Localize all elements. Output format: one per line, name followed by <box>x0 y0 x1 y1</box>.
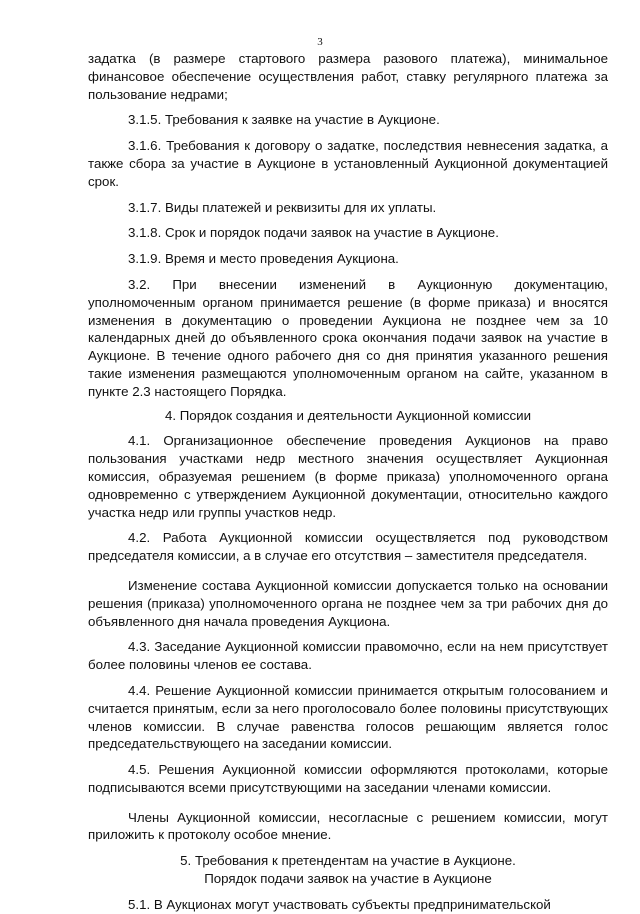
paragraph-4-3: 4.3. Заседание Аукционной комиссии правомочно, если на нем присутствует более половины членов ее состава. <box>88 639 608 673</box>
paragraph-4-2: 4.2. Работа Аукционной комиссии осуществляется под руководством председателя комиссии, а в случае его отсутствия – заместителя председателя. <box>88 530 608 564</box>
paragraph-3-1-9: 3.1.9. Время и место проведения Аукциона. <box>128 251 399 267</box>
section-heading-5-line-1: 5. Требования к претендентам на участие в Аукционе. <box>180 853 516 869</box>
paragraph-4-4: 4.4. Решение Аукционной комиссии принимается открытым голосованием и считается принятым, если за него проголосовало более половины присутствующих членов комиссии. В случае равенства голосов решающим является голос председательствующего на заседании комиссии. <box>88 682 608 752</box>
paragraph-3-1-8: 3.1.8. Срок и порядок подачи заявок на участие в Аукционе. <box>128 225 499 241</box>
paragraph-4-5: 4.5. Решения Аукционной комиссии оформляются протоколами, которые подписываются всеми присутствующими на заседании членами комиссии. <box>88 762 608 795</box>
paragraph-3-1-6: 3.1.6. Требования к договору о задатке, последствия невнесения задатка, а также сбора за участие в Аукционе в установленный Аукционной документацией срок. <box>88 138 608 189</box>
paragraph-5-1: 5.1. В Аукционах могут участвовать субъекты предпринимательской <box>128 896 551 912</box>
paragraph-4-1: 4.1. Организационное обеспечение проведения Аукционов на право пользования участками недр местного значения осуществляет Аукционная комиссия, образуемая решением (в форме приказа) уполномоченного органа одновременно с утверждением Аукционной документации, относительно каждого участка недр или группы участков недр. <box>88 433 608 520</box>
paragraph-3-1-5: 3.1.5. Требования к заявке на участие в Аукционе. <box>128 112 440 128</box>
paragraph-3-1-7: 3.1.7. Виды платежей и реквизиты для их уплаты. <box>128 199 437 215</box>
paragraph-4-5-dissent: Члены Аукционной комиссии, несогласные с решением комиссии, могут приложить к протоколу особое мнение. <box>88 809 608 843</box>
page-number: 3 <box>317 36 323 48</box>
section-heading-5-line-2: Порядок подачи заявок на участие в Аукционе <box>204 871 492 887</box>
paragraph-4-2-change: Изменение состава Аукционной комиссии допускается только на основании решения (приказа) уполномоченного органа не позднее чем за три рабочих дня до объявленного дня начала проведения Аукциона. <box>88 577 608 629</box>
paragraph-continuation: задатка (в размере стартового размера разового платежа), минимальное финансовое обеспечение осуществления работ, ставку регулярного платежа за пользование недрами; <box>88 51 608 102</box>
document-body <box>88 50 608 914</box>
paragraph-3-2: 3.2. При внесении изменений в Аукционную документацию, уполномоченным органом принимается решение (в форме приказа) и вносятся изменения в документацию о проведении Аукциона не позднее чем за 10 календарных дней до объявленного срока окончания подачи заявок на участие в Аукционе. В течение одного рабочего дня со дня принятия указанного решения такие изменения размещаются уполномоченным органом на сайте, указанном в пункте 2.3 настоящего Порядка. <box>88 276 608 399</box>
section-heading-4: 4. Порядок создания и деятельности Аукционной комиссии <box>164 407 532 423</box>
